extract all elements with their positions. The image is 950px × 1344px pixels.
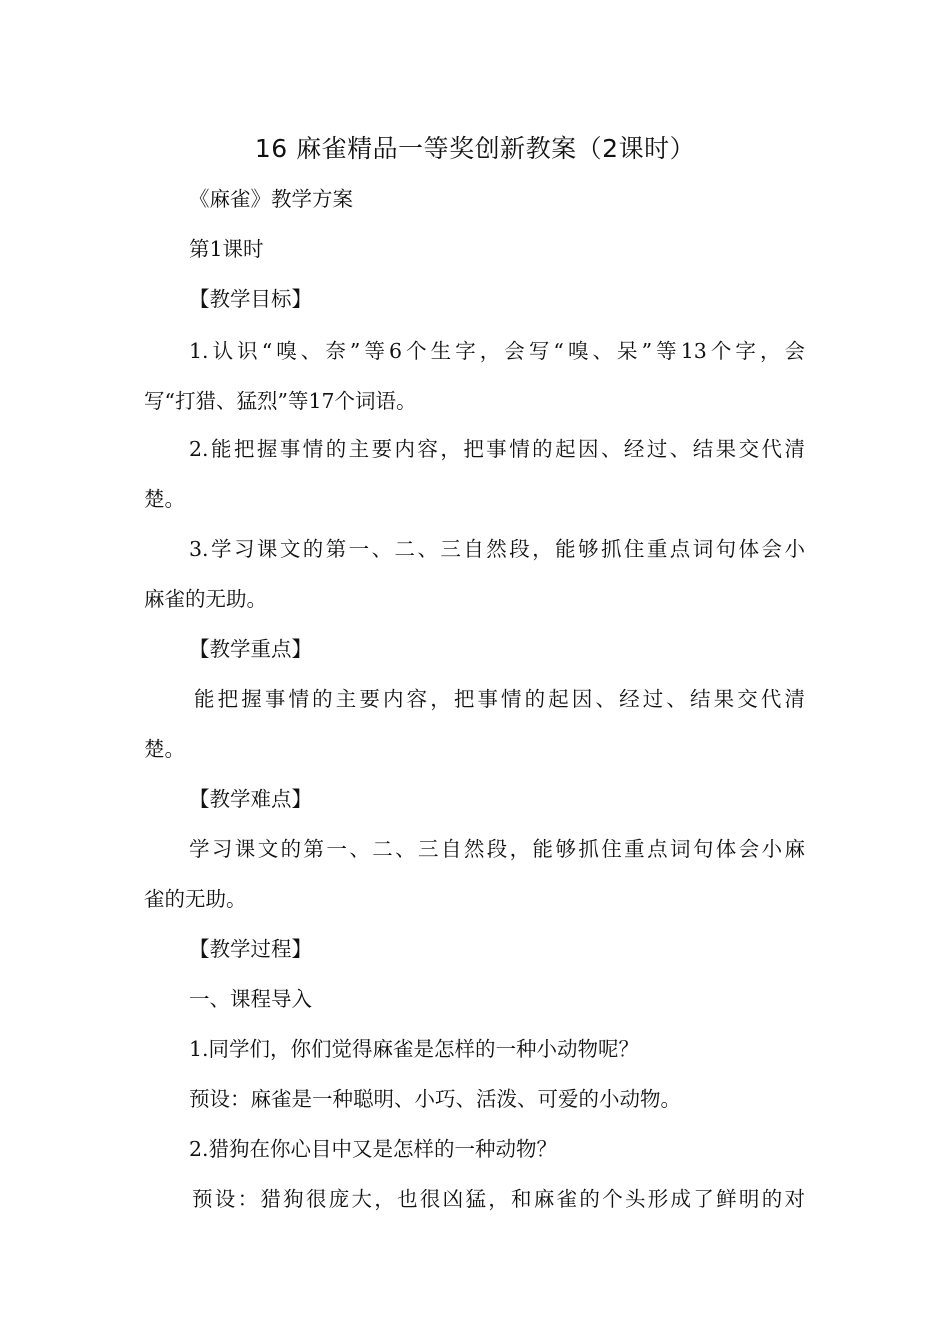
section-heading-goals: 【教学目标】 [189,287,312,311]
section-heading-process: 【教学过程】 [189,937,312,961]
section-heading-difficulties: 【教学难点】 [189,787,312,811]
text-line: 2.猎狗在你心目中又是怎样的一种动物？ [189,1137,558,1161]
text-line-lesson-one: 第1课时 [189,237,264,261]
text-line: 1.认识“嗅、奈”等6个生字，会写“嗅、呆”等13个字，会 [189,339,805,363]
text-line: 写“打猎、猛烈”等17个词语。 [144,389,417,413]
text-line-plan-title: 《麻雀》教学方案 [189,187,353,211]
text-line: 预设：猎狗很庞大，也很凶猛，和麻雀的个头形成了鲜明的对 [192,1187,805,1211]
section-heading-key-points: 【教学重点】 [189,637,312,661]
text-line: 楚。 [144,487,185,511]
document-title: 16 麻雀精品一等奖创新教案（2课时） [254,134,696,163]
text-line: 麻雀的无助。 [144,587,267,611]
text-line: 1.同学们，你们觉得麻雀是怎样的一种小动物呢？ [189,1037,640,1061]
text-line: 3.学习课文的第一、二、三自然段，能够抓住重点词句体会小 [189,537,805,561]
text-line: 预设：麻雀是一种聪明、小巧、活泼、可爱的小动物。 [189,1087,681,1111]
subsection-heading-intro: 一、课程导入 [189,987,312,1011]
text-line: 2.能把握事情的主要内容，把事情的起因、经过、结果交代清 [189,437,805,461]
text-line: 学习课文的第一、二、三自然段，能够抓住重点词句体会小麻 [189,837,805,861]
text-line: 雀的无助。 [144,887,247,911]
text-line: 能把握事情的主要内容，把事情的起因、经过、结果交代清 [194,687,805,711]
text-line: 楚。 [144,737,185,761]
